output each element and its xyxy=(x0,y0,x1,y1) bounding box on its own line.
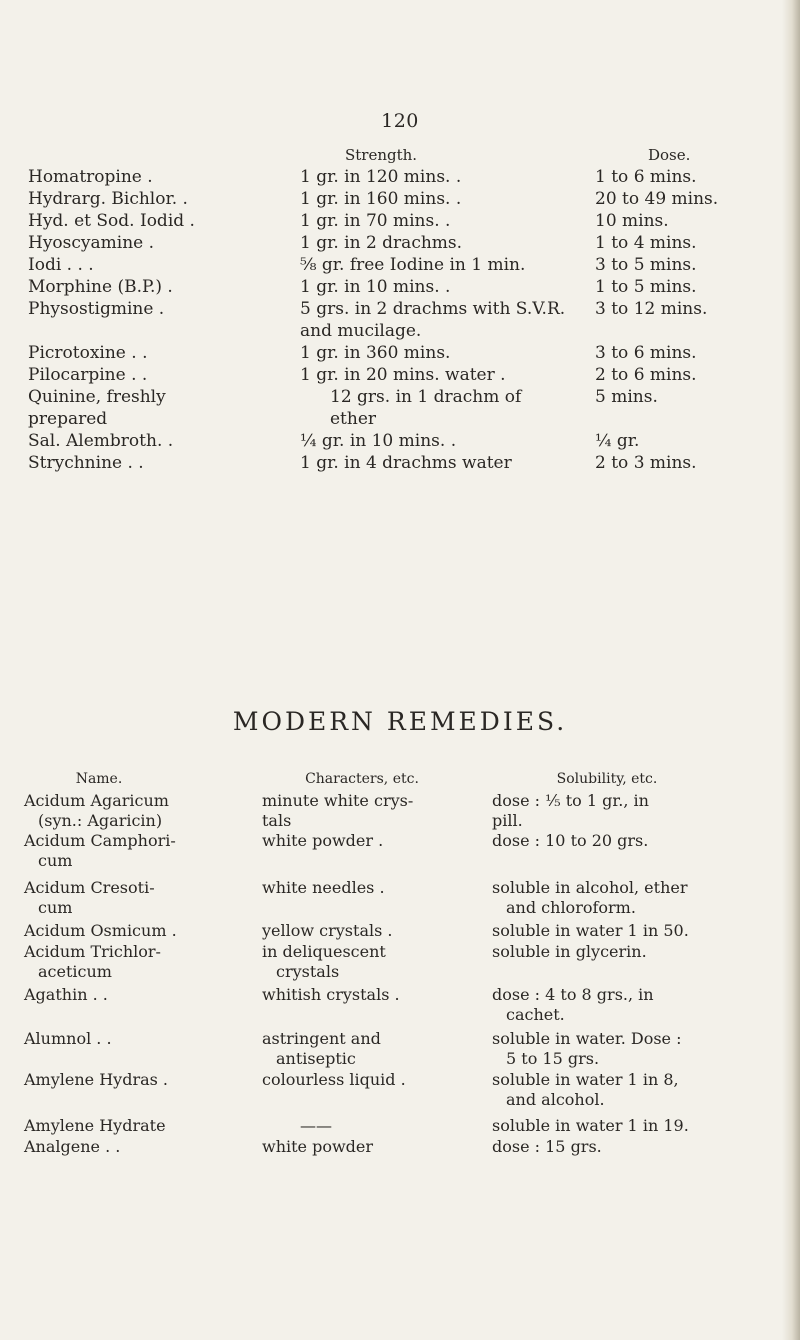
table-row-solubility-cont: 5 to 15 grs. xyxy=(506,1049,600,1068)
table-row-name: Physostigmine . xyxy=(28,299,165,319)
table-row-dose: 1 to 6 mins. xyxy=(595,167,697,187)
table-row-name: Quinine, freshly prepared xyxy=(28,387,166,429)
table-row-strength: 1 gr. in 120 mins. . xyxy=(300,167,462,187)
table-row-strength: ⅝ gr. free Iodine in 1 min. xyxy=(300,255,526,275)
table-row-strength: 5 grs. in 2 drachms with S.V.R. and mucilage. xyxy=(300,299,566,341)
table-row-dose: 2 to 3 mins. xyxy=(595,453,697,473)
table-row-characters: whitish crystals . xyxy=(262,985,400,1004)
table-row-characters: colourless liquid . xyxy=(262,1070,406,1089)
table-row-solubility: dose : 10 to 20 grs. xyxy=(492,831,649,850)
table-row-name: Iodi . . . xyxy=(28,255,94,275)
table-row-dose: 1 to 4 mins. xyxy=(595,233,697,253)
table-row-name: Acidum Camphori- xyxy=(24,831,176,850)
table-row-name: Amylene Hydrate xyxy=(24,1116,166,1135)
table-row-solubility: dose : 15 grs. xyxy=(492,1137,602,1156)
table-row-dose: 10 mins. xyxy=(595,211,669,231)
table-row-name-cont: (syn.: Agaricin) xyxy=(38,811,163,830)
table-row-dose: 3 to 12 mins. xyxy=(595,299,708,319)
table-row-solubility-cont: and chloroform. xyxy=(506,898,636,917)
table-row-characters: white powder . xyxy=(262,831,384,850)
section-title: MODERN REMEDIES. xyxy=(232,707,568,736)
table-row-strength: 1 gr. in 160 mins. . xyxy=(300,189,462,209)
table-row-characters-cont: antiseptic xyxy=(276,1049,356,1068)
table-row-characters: astringent and xyxy=(262,1029,381,1048)
table-row-name-cont: cum xyxy=(38,851,73,870)
table-row-name: Acidum Agaricum xyxy=(24,791,169,810)
table-row-characters: white needles . xyxy=(262,878,385,897)
table-row-solubility: soluble in glycerin. xyxy=(492,942,647,961)
table-row-name: Sal. Alembroth. . xyxy=(28,431,174,451)
table-row-solubility: soluble in water 1 in 8, xyxy=(492,1070,679,1089)
table-row-strength: 1 gr. in 10 mins. . xyxy=(300,277,451,297)
table-row-name: Alumnol . . xyxy=(24,1029,112,1048)
table-row-dose: 2 to 6 mins. xyxy=(595,365,697,385)
table-row-name-cont: aceticum xyxy=(38,962,112,981)
table-row-strength: 1 gr. in 360 mins. xyxy=(300,343,451,363)
table-row-strength: 12 grs. in 1 drachm of ether xyxy=(330,387,522,429)
table-row-solubility: soluble in water 1 in 50. xyxy=(492,921,689,940)
table-row-name: Pilocarpine . . xyxy=(28,365,148,385)
table-row-strength: 1 gr. in 70 mins. . xyxy=(300,211,451,231)
solubility-header: Solubility, etc. xyxy=(556,771,658,787)
table-row-solubility-cont: cachet. xyxy=(506,1005,565,1024)
table-row-solubility: soluble in water. Dose : xyxy=(492,1029,682,1048)
table-row-name: Picrotoxine . . xyxy=(28,343,148,363)
table-row-characters-cont: tals xyxy=(262,811,292,830)
table-row-name: Hydrarg. Bichlor. . xyxy=(28,189,188,209)
table-row-dose: 5 mins. xyxy=(595,387,658,407)
table-row-dose: ¼ gr. xyxy=(595,431,640,451)
table-row-strength: ¼ gr. in 10 mins. . xyxy=(300,431,457,451)
table-row-characters-cont: crystals xyxy=(276,962,340,981)
table-row-characters: in deliquescent xyxy=(262,942,386,961)
table-row-solubility-cont: pill. xyxy=(492,811,523,830)
table-row-name: Hyd. et Sod. Iodid . xyxy=(28,211,195,231)
table-row-characters: white powder xyxy=(262,1137,374,1156)
table-row-dose: 3 to 5 mins. xyxy=(595,255,697,275)
table-row-dose: 20 to 49 mins. xyxy=(595,189,719,209)
characters-header: Characters, etc. xyxy=(305,771,419,787)
table-row-solubility: soluble in alcohol, ether xyxy=(492,878,688,897)
table-row-strength: 1 gr. in 2 drachms. xyxy=(300,233,463,253)
dose-header: Dose. xyxy=(648,146,691,164)
table-row-name: Acidum Cresoti- xyxy=(24,878,155,897)
table-row-name: Strychnine . . xyxy=(28,453,144,473)
table-row-name: Agathin . . xyxy=(24,985,108,1004)
name-header: Name. xyxy=(75,771,123,787)
table-row-name: Homatropine . xyxy=(28,167,153,187)
table-row-name: Analgene . . xyxy=(24,1137,121,1156)
page-number: 120 xyxy=(381,110,419,132)
table-row-name: Acidum Trichlor- xyxy=(24,942,161,961)
table-row-characters: —— xyxy=(300,1116,332,1135)
table-row-name: Morphine (B.P.) . xyxy=(28,277,173,297)
table-row-strength: 1 gr. in 20 mins. water . xyxy=(300,365,506,385)
table-row-strength: 1 gr. in 4 drachms water xyxy=(300,453,512,473)
table-row-characters: minute white crys- xyxy=(262,791,414,810)
table-row-dose: 3 to 6 mins. xyxy=(595,343,697,363)
table-row-dose: 1 to 5 mins. xyxy=(595,277,697,297)
table-row-solubility: soluble in water 1 in 19. xyxy=(492,1116,689,1135)
table-row-solubility: dose : 4 to 8 grs., in xyxy=(492,985,654,1004)
table-row-name-cont: cum xyxy=(38,898,73,917)
table-row-name: Hyoscyamine . xyxy=(28,233,155,253)
table-row-name: Acidum Osmicum . xyxy=(24,921,177,940)
table-row-name: Amylene Hydras . xyxy=(24,1070,169,1089)
table-row-characters: yellow crystals . xyxy=(262,921,393,940)
strength-header: Strength. xyxy=(345,146,418,164)
table-row-solubility-cont: and alcohol. xyxy=(506,1090,605,1109)
table-row-solubility: dose : ⅕ to 1 gr., in xyxy=(492,791,649,810)
